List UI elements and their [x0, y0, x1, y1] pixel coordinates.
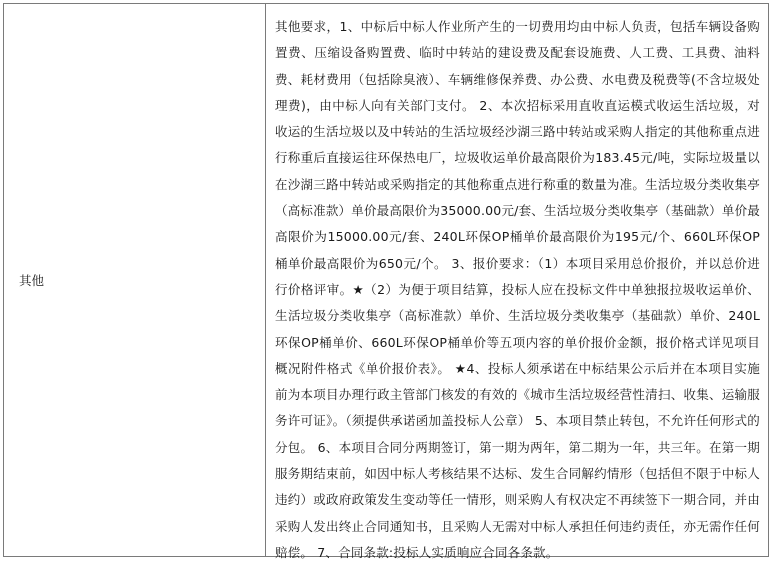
requirements-table [3, 3, 769, 560]
row-content-cell [266, 4, 768, 560]
row-content-text: 其他要求，1、中标后中标人作业所产生的一切费用均由中标人负责，包括车辆设备购置费、压缩设备购置费、临时中转站的建设费及配套设施费、人工费、工具费、油料费、耗材费用（包括除臭液）、车辆维修保养费、办公费、水电费及税费等(不含垃圾处理费)，由中标人向有关部门支付。 2、本次招标采用直收直运模式收运生活垃圾，对收运的生活垃圾以及中转站的生活垃圾经沙湖三路中转站或采购人指定的其他称重点进行称重后直接运往环保热电厂，垃圾收运单价最高限价为183.45元/吨，实际垃圾量以在沙湖三路中转站或采购指定的其他称重点进行称重的数量为准。生活垃圾分类收集亭（高标准款）单价最高限价为35000.00元/套、生活垃圾分类收集亭（基础款）单价最高限价为15000.00元/套、240L环保OP桶单价最高限价为195元/个、660L环保OP桶单价最高限价为650元/个。 3、报价要求：（1）本项目采用总价报价，并以总价进行价格评审。★（2）为便于项目结算，投标人应在投标文件中单独报拉圾收运单价、生活垃圾分类收集亭（高标准款）单价、生活垃圾分类收集亭（基础款）单价、240L环保OP桶单价、660L环保OP桶单价等五项内容的单价报价金额，报价格式详见项目概况附件格式《单价报价表》。 ★4、投标人须承诺在中标结果公示后并在本项目实施前为本项目办理行政主管部门核发的有效的《城市生活垃圾经营性清扫、收集、运输服务许可证》。（须提供承诺函加盖投标人公章） 5、本项目禁止转包，不允许任何形式的分包。 6、本项目合同分两期签订，第一期为两年，第二期为一年，共三年。在第一期服务期结束前，如因中标人考核结果不达标、发生合同解约情形（包括但不限于中标人违约）或政府政策发生变动等任一情形，则采购人有权决定不再续签下一期合同，并由采购人发出终止合同通知书，且采购人无需对中标人承担任何违约责任，亦无需作任何赔偿。 7、合同条款:投标人实质响应合同各条款。 [275, 19, 760, 560]
row-label-cell [4, 4, 266, 556]
row-label: 其他 [19, 273, 45, 288]
